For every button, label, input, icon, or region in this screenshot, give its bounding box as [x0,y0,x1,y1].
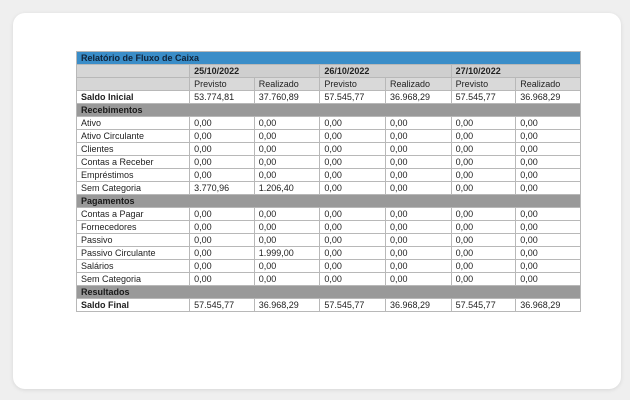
value-cell: 0,00 [320,273,386,286]
column-header-previsto: Previsto [190,78,255,91]
section-header-resultados [77,286,581,299]
row-label: Passivo [77,234,190,247]
value-cell: 36.968,29 [386,299,452,312]
value-cell: 0,00 [320,182,386,195]
value-cell: 0,00 [451,130,516,143]
table-row [77,273,581,286]
value-cell: 0,00 [386,273,452,286]
value-cell: 0,00 [516,182,581,195]
value-cell: 0,00 [516,169,581,182]
value-cell: 0,00 [386,117,452,130]
table-row [77,143,581,156]
value-cell: 57.545,77 [320,91,386,104]
saldo-final-row [77,299,581,312]
column-header-realizado: Realizado [254,78,320,91]
row-label: Saldo Inicial [77,91,190,104]
table-row [77,260,581,273]
section-title: Resultados [77,286,581,299]
value-cell: 57.545,77 [320,299,386,312]
table-row [77,208,581,221]
value-cell: 0,00 [451,143,516,156]
table-row [77,156,581,169]
row-label: Salários [77,260,190,273]
date-header: 26/10/2022 [320,65,451,78]
value-cell: 0,00 [320,247,386,260]
table-row [77,117,581,130]
value-cell: 0,00 [516,247,581,260]
value-cell: 0,00 [320,221,386,234]
report-title: Relatório de Fluxo de Caixa [77,52,581,65]
value-cell: 0,00 [320,143,386,156]
value-cell: 1.999,00 [254,247,320,260]
column-header-previsto: Previsto [320,78,386,91]
value-cell: 0,00 [190,234,255,247]
value-cell: 36.968,29 [516,299,581,312]
value-cell: 0,00 [190,156,255,169]
row-label: Clientes [77,143,190,156]
value-cell: 0,00 [451,247,516,260]
value-cell: 36.968,29 [386,91,452,104]
value-cell: 0,00 [516,208,581,221]
pagamentos-rows [77,208,581,286]
value-cell: 0,00 [451,182,516,195]
section-title: Recebimentos [77,104,581,117]
value-cell: 1.206,40 [254,182,320,195]
value-cell: 0,00 [254,156,320,169]
row-label: Fornecedores [77,221,190,234]
section-header-pagamentos [77,195,581,208]
row-label: Saldo Final [77,299,190,312]
value-cell: 53.774,81 [190,91,255,104]
value-cell: 0,00 [254,130,320,143]
recebimentos-rows [77,117,581,195]
value-cell: 0,00 [386,182,452,195]
value-cell: 0,00 [516,234,581,247]
value-cell: 0,00 [516,221,581,234]
value-cell: 0,00 [254,143,320,156]
value-cell: 36.968,29 [254,299,320,312]
row-label: Sem Categoria [77,182,190,195]
value-cell: 0,00 [386,143,452,156]
value-cell: 0,00 [320,130,386,143]
report-card [13,13,621,389]
value-cell: 0,00 [190,247,255,260]
value-cell: 0,00 [516,143,581,156]
value-cell: 0,00 [516,260,581,273]
value-cell: 0,00 [254,117,320,130]
value-cell: 36.968,29 [516,91,581,104]
row-label: Contas a Pagar [77,208,190,221]
value-cell: 0,00 [254,260,320,273]
date-header: 25/10/2022 [190,65,320,78]
table-row [77,130,581,143]
row-label: Empréstimos [77,169,190,182]
table-row [77,169,581,182]
header-empty-cell [77,78,190,91]
value-cell: 0,00 [254,169,320,182]
value-cell: 0,00 [254,273,320,286]
value-cell: 37.760,89 [254,91,320,104]
value-cell: 0,00 [320,234,386,247]
value-cell: 0,00 [451,260,516,273]
table-row [77,234,581,247]
value-cell: 0,00 [254,234,320,247]
value-cell: 0,00 [190,273,255,286]
table-row [77,182,581,195]
value-cell: 0,00 [254,221,320,234]
value-cell: 0,00 [320,156,386,169]
value-cell: 0,00 [320,208,386,221]
row-label: Passivo Circulante [77,247,190,260]
value-cell: 0,00 [386,208,452,221]
cash-flow-table [76,51,581,312]
value-cell: 0,00 [190,169,255,182]
value-cell: 0,00 [451,273,516,286]
value-cell: 0,00 [516,273,581,286]
value-cell: 0,00 [451,221,516,234]
column-header-previsto: Previsto [451,78,516,91]
value-cell: 57.545,77 [451,299,516,312]
value-cell: 0,00 [386,260,452,273]
column-header-row [77,78,581,91]
saldo-inicial-row [77,91,581,104]
row-label: Ativo [77,117,190,130]
value-cell: 0,00 [516,117,581,130]
value-cell: 0,00 [190,130,255,143]
value-cell: 0,00 [190,143,255,156]
value-cell: 0,00 [451,117,516,130]
row-label: Ativo Circulante [77,130,190,143]
value-cell: 0,00 [386,221,452,234]
value-cell: 0,00 [320,117,386,130]
header-empty-cell [77,65,190,78]
value-cell: 0,00 [190,221,255,234]
value-cell: 0,00 [386,130,452,143]
value-cell: 0,00 [190,208,255,221]
column-header-realizado: Realizado [516,78,581,91]
value-cell: 0,00 [451,156,516,169]
title-row [77,52,581,65]
value-cell: 0,00 [451,208,516,221]
table-row [77,221,581,234]
date-header: 27/10/2022 [451,65,580,78]
value-cell: 0,00 [386,247,452,260]
value-cell: 0,00 [451,234,516,247]
value-cell: 57.545,77 [190,299,255,312]
value-cell: 0,00 [386,156,452,169]
value-cell: 0,00 [320,169,386,182]
value-cell: 0,00 [190,117,255,130]
table-row [77,247,581,260]
column-header-realizado: Realizado [386,78,452,91]
value-cell: 0,00 [386,234,452,247]
value-cell: 3.770,96 [190,182,255,195]
date-header-row [77,65,581,78]
value-cell: 0,00 [516,156,581,169]
value-cell: 0,00 [190,260,255,273]
row-label: Contas a Receber [77,156,190,169]
value-cell: 0,00 [386,169,452,182]
row-label: Sem Categoria [77,273,190,286]
section-title: Pagamentos [77,195,581,208]
value-cell: 0,00 [254,208,320,221]
value-cell: 57.545,77 [451,91,516,104]
section-header-recebimentos [77,104,581,117]
value-cell: 0,00 [516,130,581,143]
value-cell: 0,00 [320,260,386,273]
value-cell: 0,00 [451,169,516,182]
